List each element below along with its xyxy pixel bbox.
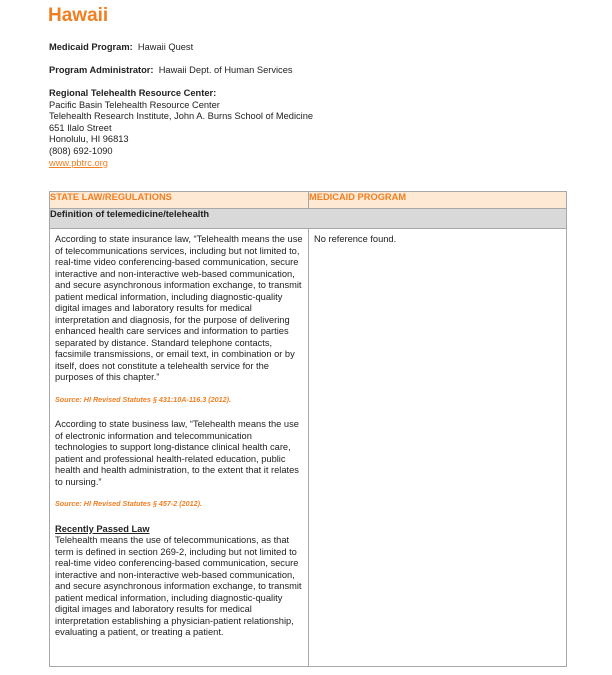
recently-passed-law-heading: Recently Passed Law	[55, 523, 150, 534]
medicaid-program-label: Medicaid Program:	[49, 42, 133, 52]
resource-center-street: 651 Ilalo Street	[49, 122, 112, 133]
resource-center-phone: (808) 692-1090	[49, 145, 113, 156]
medicaid-program-value: Hawaii Quest	[137, 42, 194, 52]
business-law-paragraph: According to state business law, “Telehealth means the use of electronic information and telecommunication technologies to support long-distance clinical health care, patient and professional health-related education, public health and health administration, to the extent that it relates to nursing.”	[55, 419, 299, 487]
table-header-row	[50, 192, 567, 209]
business-law-source: Source: HI Revised Statutes § 457-2 (2012).	[55, 499, 203, 508]
section-heading: Definition of telemedicine/telehealth	[50, 209, 567, 229]
program-administrator-line	[49, 65, 293, 75]
resource-center-name: Pacific Basin Telehealth Resource Center	[49, 99, 220, 110]
table-row	[50, 229, 567, 667]
column-header-state-law: STATE LAW/REGULATIONS	[50, 192, 309, 209]
medicaid-text: No reference found.	[314, 234, 397, 244]
program-administrator-label: Program Administrator:	[49, 65, 154, 75]
column-header-medicaid: MEDICAID PROGRAM	[309, 192, 567, 209]
recently-passed-law-paragraph: Telehealth means the use of telecommunications, as that term is defined in section 269-2, including but not limited to real-time video conferencing-based communication, secure interactive and non-interactive web-based communication, and secure asynchronous information exchange, to transmit patient medical information, including diagnostic-quality digital images and laboratory results for medical interpretation establishing a physician-patient relationship, evaluating a patient, or treating a patient.	[55, 535, 302, 637]
page-title: Hawaii	[48, 5, 109, 26]
section-row	[50, 209, 567, 229]
resource-center-block	[49, 88, 313, 169]
program-administrator-value: Hawaii Dept. of Human Services	[158, 65, 293, 75]
state-law-cell	[50, 229, 309, 667]
telehealth-table	[49, 191, 567, 667]
medicaid-cell	[309, 229, 567, 667]
resource-center-heading: Regional Telehealth Resource Center:	[49, 88, 217, 98]
resource-center-city: Honolulu, HI 96813	[49, 134, 129, 145]
medicaid-program-line	[49, 42, 193, 52]
insurance-law-paragraph: According to state insurance law, “Telehealth means the use of telecommunications services, including but not limited to, real-time video conferencing-based communication, secure interactive and non-interactive web-based communication, and secure asynchronous information exchange, to transmit patient medical information, including diagnostic-quality digital images and laboratory results for medical interpretation and diagnosis, for the purpose of delivering enhanced health care services and information to parties separated by distance. Standard telephone contacts, facsimile transmissions, or email text, in combination or by itself, does not constitute a telehealth service for the purposes of this chapter.”	[55, 234, 303, 382]
insurance-law-source: Source: HI Revised Statutes § 431:10A-116.3 (2012).	[55, 394, 232, 404]
resource-center-institute: Telehealth Research Institute, John A. Burns School of Medicine	[49, 111, 314, 122]
resource-center-website-link[interactable]: www.pbtrc.org	[49, 157, 108, 168]
